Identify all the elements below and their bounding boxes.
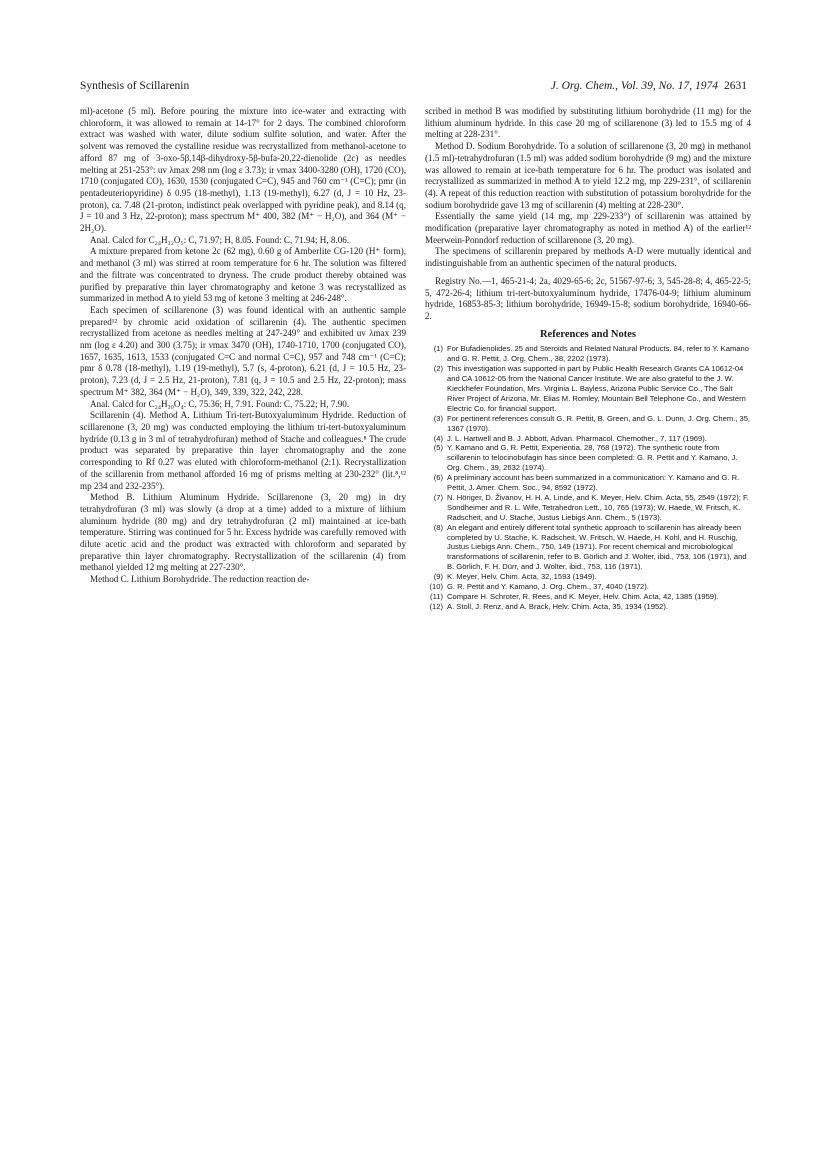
reference-text: A. Stoll, J. Renz, and A. Brack, Helv. Chim. Acta, 35, 1934 (1952). [447, 601, 669, 611]
paragraph: Scillarenin (4). Method A. Lithium Tri-tert-Butoxyaluminum Hydride. Reduction of scillarenone (3, 20 mg) was conducted employing the lithium tri-tert-butoxyaluminum hydride (0.13 g in 3 ml of tetrahydrofuran) method of Stache and colleagues.⁸ The crude product was separated by preparative thin layer chromatography and the zone corresponding to Rf 0.27 was eluted with chloroform-methanol (2:1). Recrystallization of the scillarenin from methanol afforded 16 mg of prisms melting at 230-232° (lit.⁸,¹² mp 234 and 232-235°). [80, 410, 406, 491]
journal-citation [551, 80, 747, 92]
reference-item [425, 414, 751, 434]
journal-name: J. Org. Chem., Vol. 39, No. 17, 1974 [550, 80, 718, 92]
reference-number: (6) [433, 473, 443, 483]
reference-number: (10) [429, 582, 443, 592]
reference-text: An elegant and entirely different total synthetic approach to scillarenin has already been completed by U. Stache, K. Radscheit, W. Fritsch, W. Haede, H. Kohl, and H. Ruschig, Justus Liebigs Ann. Chem., 750, 149 (1971). For recent chemical and microbiological transformations of scillarenin, refer to B. Görlich and J. Wolter, ibid., 753, 106 (1971), and B. Görlich, F. H. Dürr, and J. Wolter, ibid., 753, 116 (1971). [447, 522, 747, 572]
reference-number: (2) [433, 364, 443, 374]
reference-number: (5) [433, 443, 443, 453]
paragraph: Method B. Lithium Aluminum Hydride. Scillarenone (3, 20 mg) in dry tetrahydrofuran (3 ml) was slowly (a drop at a time) added to a mixture of lithium aluminum hydride (80 mg) and dry tetrahydrofuran (2 ml) maintained at ice-bath temperature. Stirring was continued for 5 hr. Excess hydride was carefully removed with dilute acetic acid and the product was extracted with chloroform and separated by preparative thin layer chromatography. Recrystallization of the scillarenin (4) from methanol yielded 12 mg melting at 227-230°. [80, 492, 406, 573]
reference-item [425, 523, 751, 573]
page-header [80, 80, 747, 96]
reference-text: K. Meyer, Helv. Chim. Acta, 32, 1593 (1949). [447, 572, 597, 582]
reference-item [425, 493, 751, 523]
reference-item [425, 592, 751, 602]
reference-number: (7) [433, 492, 443, 502]
reference-item [425, 602, 751, 612]
reference-text: For Bufadienolides. 25 and Steroids and Related Natural Products. 84, refer to Y. Kamano and G. R. Pettit, J. Org. Chem., 38, 2202 (1973). [447, 344, 749, 364]
page-number: 2631 [724, 80, 747, 92]
reference-item [425, 443, 751, 473]
reference-number: (8) [433, 522, 443, 532]
reference-text: This investigation was supported in part by Public Health Research Grants CA 10612-04 and CA 10612-05 from the National Cancer Institute. We are also grateful to the J. W. Kieckhefer Foundation, Mrs. Virginia L. Bayless, Arizona Public Service Co., The Salt River Project of Arizona, Mr. Elias M. Romley, Mountain Bell Telephone Co., and Western Electric Co. for financial support. [447, 364, 746, 413]
reference-text: N. Höriger, D. Živanov, H. H. A. Linde, and K. Meyer, Helv. Chim. Acta, 55, 2549 (1972); F. Sondheimer and R. L. Wife, Tetrahedron Lett., 10, 765 (1973); W. Haede, W. Fritsch, K. Radscheit, and U. Stache, Justus Liebigs Ann. Chem., 5 (1973). [447, 492, 749, 522]
reference-number: (9) [433, 572, 443, 582]
paragraph: A mixture prepared from ketone 2c (62 mg), 0.60 g of Amberlite CG-120 (H⁺ form), and methanol (3 ml) was stirred at room temperature for 6 hr. The solution was filtered and the filtrate was concentrated to dryness. The crude product thereby obtained was purified by preparative thin layer chromatography and ketone 3 was recrystallized as summarized in method A to yield 53 mg of ketone 3 melting at 246-248°. [80, 246, 406, 304]
paragraph: The specimens of scillarenin prepared by methods A-D were mutually identical and indistinguishable from an authentic specimen of the natural products. [425, 246, 751, 269]
reference-item [425, 434, 751, 444]
reference-text: J. L. Hartwell and B. J. Abbott, Advan. Pharmacol. Chemother., 7, 117 (1969). [447, 433, 707, 443]
reference-text: Y. Kamano and G. R. Pettit, Experientia, 28, 768 (1972). The synthetic route from scillarenin to telocinobufagin has since been completed: G. R. Pettit and Y. Kamano, J. Org. Chem., 39, 2632 (1974). [447, 443, 738, 473]
reference-text: A preliminary account has been summarized in a communication: Y. Kamano and G. R. Pettit, J. Amer. Chem. Soc., 94, 8592 (1972). [447, 473, 740, 493]
paragraph: Each specimen of scillarenone (3) was found identical with an authentic sample prepared¹² by chromic acid oxidation of scillarenin (4). The authentic specimen recrystallized from acetone as needles melting at 247-249° and exhibited uv λmax 239 nm (log ε 4.20) and 300 (3.75); ir νmax 3470 (OH), 1740-1710, 1700 (conjugated CO), 1657, 1635, 1613, 1533 (conjugated C=C and normal C=C), 957 and 748 cm⁻¹ (C=C); pmr δ 0.78 (18-methyl), 1.19 (19-methyl), 5.7 (s, 4-proton), 6.21 (d, J = 10.5 Hz, 23-proton), 7.23 (d, J = 2.5 Hz, 21-proton), 7.81 (q, J = 10.5 and 2.5 Hz, 22-proton); mass spectrum M⁺ 382, 364 (M⁺ − H₂O), 349, 339, 322, 242, 228. [80, 304, 406, 397]
paragraph: ml)-acetone (5 ml). Before pouring the mixture into ice-water and extracting with chloroform, it was allowed to remain at 14-17° for 2 days. The combined chloroform extract was washed with water, dilute sodium sulfite solution, and water. After the solvent was removed the cystalline residue was recrystallized from methanol-acetone to afford 87 mg of 3-oxo-5β,14β-dihydroxy-5β-bufa-20,22-dienolide (2c) as needles melting at 251-253°: uv λmax 298 nm (log ε 3.73); ir νmax 3400-3280 (OH), 1720 (CO), 1710 (conjugated CO), 1630, 1530 (conjugated C=C), 945 and 760 cm⁻¹ (C=C); pmr (in pentadeuteriopyridine) δ 0.95 (18-methyl), 1.13 (19-methyl), 6.27 (d, J = 10 Hz, 23-proton), ca. 7.48 (21-proton, indistinct peak overlapped with pyridine peak), and 8.14 (q, J = 10 and 3 Hz, 22-proton); mass spectrum M⁺ 400, 382 (M⁺ − H₂O), and 364 (M⁺ − 2H₂O). [80, 106, 406, 234]
running-head: Synthesis of Scillarenin [80, 80, 190, 92]
references-heading: References and Notes [539, 328, 637, 340]
paragraph: scribed in method B was modified by substituting lithium borohydride (11 mg) for the lithium aluminum hydride. In this case 20 mg of scillarenone (3) led to 15.5 mg of 4 melting at 228-231°. [425, 106, 751, 140]
reference-item [425, 572, 751, 582]
reference-text: Compare H. Schroter, R. Rees, and K. Meyer, Helv. Chim. Acta, 42, 1385 (1959). [447, 592, 719, 602]
reference-item [425, 364, 751, 414]
reference-item [425, 473, 751, 493]
reference-text: For pertinent references consult G. R. Pettit, B. Green, and G. L. Dunn, J. Org. Chem., 35, 1367 (1970). [447, 413, 751, 433]
reference-item [425, 344, 751, 364]
left-column [80, 106, 406, 586]
right-column [425, 106, 751, 612]
paragraph: Anal. Calcd for C₂₄H₃₂O₅: C, 71.97; H, 8.05. Found: C, 71.94; H, 8.06. [90, 234, 350, 245]
reference-number: (12) [429, 601, 443, 611]
paragraph: Anal. Calcd for C₂₄H₃₀O₄: C, 75.36; H, 7.91. Found: C, 75.22; H, 7.90. [90, 398, 350, 409]
paragraph: Method D. Sodium Borohydride. To a solution of scillarenone (3, 20 mg) in methanol (1.5 ml)-tetrahydrofuran (1.5 ml) was added sodium borohydride (9 mg) and the mixture was allowed to remain at ice-bath temperature for 6 hr. The product was isolated and recrystallized as summarized in method A to yield 12.2 mg, mp 229-231°, of scillarenin (4). A repeat of this reduction reaction with substitution of potassium borohydride for the sodium borohydride gave 13 mg of scillarenin (4) melting at 228-230°. [425, 141, 751, 210]
reference-text: G. R. Pettit and Y. Kamano, J. Org. Chem., 37, 4040 (1972). [447, 582, 649, 592]
reference-number: (1) [433, 344, 443, 354]
references-list [425, 344, 751, 611]
reference-number: (3) [433, 413, 443, 423]
registry-numbers: Registry No.—1, 465-21-4; 2a, 4029-65-6; 2c, 51567-97-6; 3, 545-28-8; 4, 465-22-5; 5, 472-26-4; lithium tri-tert-butoxyaluminum hydride, 17476-04-9; lithium aluminum hydride, 16853-85-3; lithium borohydride, 16949-15-8; sodium borohydride, 16940-66-2. [425, 275, 751, 321]
paragraph: Method C. Lithium Borohydride. The reduction reaction de- [90, 574, 310, 585]
reference-item [425, 582, 751, 592]
reference-number: (11) [430, 592, 443, 602]
reference-number: (4) [433, 433, 443, 443]
paragraph: Essentially the same yield (14 mg, mp 229-233°) of scillarenin was attained by modification (preparative layer chromatography as noted in method A) of the earlier¹² Meerwein-Ponndorf reduction of scillarenone (3, 20 mg). [425, 211, 751, 245]
